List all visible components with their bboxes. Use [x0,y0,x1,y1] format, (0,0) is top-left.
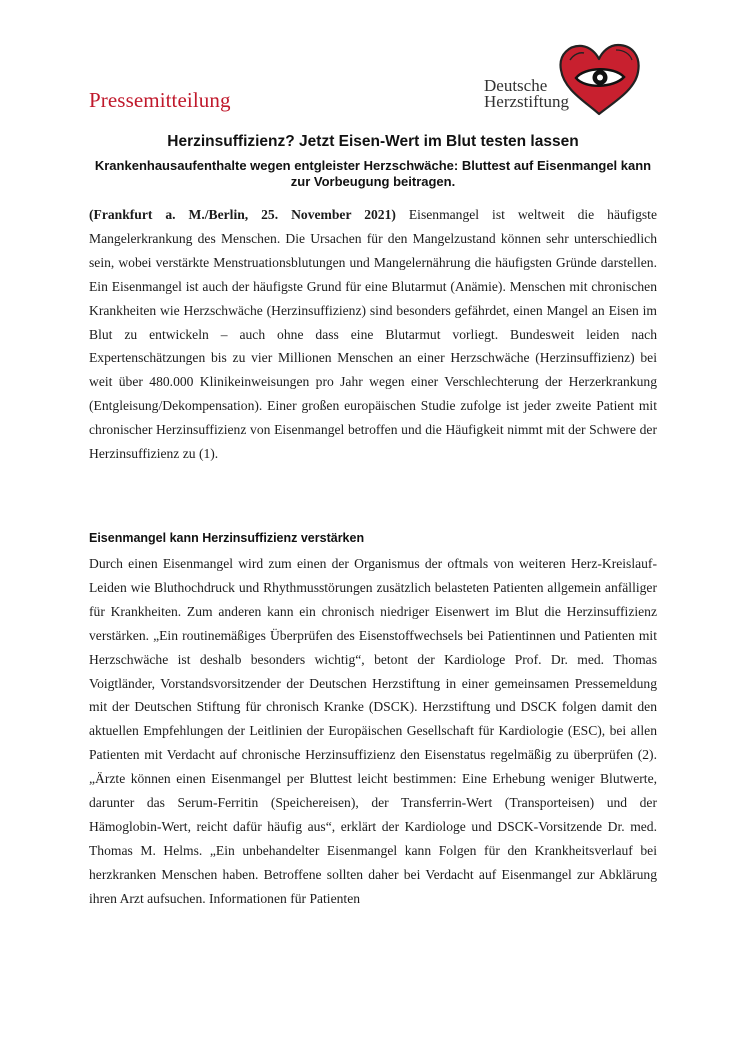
section-paragraph [89,552,657,911]
dateline: (Frankfurt a. M./Berlin, 25. November 2021) [89,207,396,222]
logo-line-deutsche: Deutsche [484,76,548,95]
intro-paragraph [89,203,657,466]
article-title: Herzinsuffizienz? Jetzt Eisen-Wert im Blut testen lassen [167,133,579,150]
article-subtitle: Krankenhausaufenthalte wegen entgleister Herzschwäche: Bluttest auf Eisenmangel kann zur Vorbeugung beitragen. [94,158,652,189]
section-heading: Eisenmangel kann Herzinsuffizienz verstärken [89,531,365,545]
logo-line-herzstiftung: Herzstiftung [484,92,569,111]
heart-eye-icon [556,42,642,118]
deutsche-herzstiftung-logo [478,42,642,118]
section-paragraph-text: Durch einen Eisenmangel wird zum einen der Organismus der oftmals von weiteren Herz-Kreislauf-Leiden wie Bluthochdruck und Rhythmusstörungen zusätzlich belasteten Patienten allgemein anfälliger für Krankheiten. Zum anderen kann ein chronisch niedriger Eisenwert im Blut die Herzinsuffizienz verstärken. „Ein routinemäßiges Überprüfen des Eisenstoffwechsels bei Patientinnen und Patienten mit Herzschwäche ist deshalb besonders wichtig“, betont der Kardiologe Prof. Dr. med. Thomas Voigtländer, Vorstandsvorsitzender der Deutschen Herzstiftung in einer gemeinsamen Pressemeldung mit der Deutschen Stiftung für chronisch Kranke (DSCK). Herzstiftung und DSCK folgen damit den aktuellen Empfehlungen der Leitlinien der Europäischen Gesellschaft für Kardiologie (ESC), bei allen Patienten mit Verdacht auf chronische Herzinsuffizienz den Eisenstatus regelmäßig zu überprüfen (2). „Ärzte können einen Eisenmangel per Bluttest leicht bestimmen: Eine Erhebung weniger Blutwerte, darunter das Serum-Ferritin (Speichereisen), der Transferrin-Wert (Transporteisen) und der Hämoglobin-Wert, reicht dafür häufig aus“, erklärt der Kardiologe und DSCK-Vorsitzende Dr. med. Thomas M. Helms. „Ein unbehandelter Eisenmangel kann Folgen für den Krankheitsverlauf bei herzkranken Menschen haben. Betroffene sollten daher bei Verdacht auf Eisenmangel zur Abklärung ihren Arzt aufsuchen. Informationen für Patienten [89,556,657,906]
press-release-label: Pressemitteilung [89,88,231,112]
intro-paragraph-text: Eisenmangel ist weltweit die häufigste Mangelerkrankung des Menschen. Die Ursachen für den Mangelzustand können sehr unterschiedlich sein, wobei verstärkte Menstruationsblutungen und Mangelernährung die häufigsten Gründe darstellen. Ein Eisenmangel ist auch der häufigste Grund für eine Blutarmut (Anämie). Menschen mit chronischen Krankheiten wie Herzschwäche (Herzinsuffizienz) sind besonders gefährdet, einen Mangel an Eisen im Blut zu entwickeln – auch ohne dass eine Blutarmut vorliegt. Bundesweit leiden nach Expertenschätzungen bis zu vier Millionen Menschen an einer Herzschwäche (Herzinsuffizienz) bei weit über 480.000 Klinikeinweisungen pro Jahr wegen einer Verschlechterung der Herzerkrankung (Entgleisung/Dekompensation). Einer großen europäischen Studie zufolge ist jeder zweite Patient mit chronischer Herzinsuffizienz von Eisenmangel betroffen und die Häufigkeit nimmt mit der Schwere der Herzinsuffizienz zu (1). [89,207,657,462]
